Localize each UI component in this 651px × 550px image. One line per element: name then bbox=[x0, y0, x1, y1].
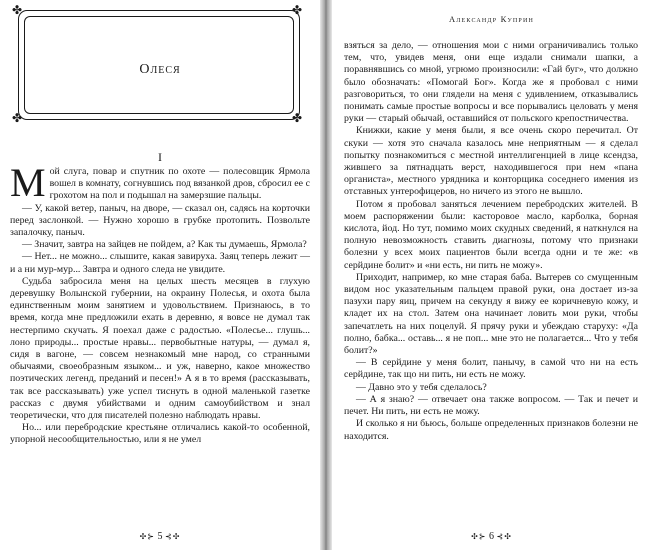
running-header: Александр Куприн bbox=[448, 14, 535, 24]
frame-corner-ornament-icon: ✤ bbox=[292, 3, 303, 17]
paragraph: Потом я пробовал заняться лечением перебродских жителей. В моем распоряжении были: касторовое масло, карболка, борная кислота, йод. Но тут, помимо моих скудных сведений, я наткнулся на полную невозможность ставить диагнозы, потому что признаки болезни у всех моих пациентов были всегда одни и те же: «в серйдине болит» и «ни есть, ни пить не можу». bbox=[344, 198, 638, 271]
frame-corner-ornament-icon: ✤ bbox=[12, 111, 23, 125]
folio-ornament-icon: ⊰✣ bbox=[496, 532, 512, 541]
page-number-left bbox=[0, 531, 320, 542]
frame-corner-ornament-icon: ✤ bbox=[12, 3, 23, 17]
page-number: 5 bbox=[157, 531, 163, 542]
chapter-number: I bbox=[158, 150, 162, 164]
left-page bbox=[0, 0, 320, 550]
paragraph: Книжки, какие у меня были, я все очень скоро перечитал. От скуки — хотя это сначала казалось мне неприятным — я сделал попытку познакомиться с местной интеллигенцией в лице ксендза, жившего за пятнадцать верст, находившегося при нем «пана органиста», местного урядника и конторщика соседнего имения из отставных унтерофицеров, но ничего из этого не вышло. bbox=[344, 125, 638, 198]
folio-ornament-icon: ✣⊱ bbox=[139, 532, 155, 541]
drop-cap: М bbox=[10, 160, 46, 205]
paragraph: — Нет... не можно... слышите, какая завируха. Заяц теперь лежит — и а ни мур-мур... Завтра и одного следа не увидите. bbox=[10, 251, 310, 275]
story-title: Олеся bbox=[139, 62, 181, 77]
right-body-text bbox=[344, 40, 638, 443]
paragraph: взяться за дело, — отношения мои с ними ограничивались только тем, что, увидев меня, они еще издали снимали шапки, а поравнявшись со мной, угрюмо произносили: «Гай буг», что должно было обозначать: «Помогай Бог». Когда же я пробовал с ними разговориться, то они глядели на меня с удивлением, отказывались понимать самые простые вопросы и все порывались целовать у меня руки — старый обычай, оставшийся от польского крепостничества. bbox=[344, 40, 638, 125]
folio-ornament-icon: ✣⊱ bbox=[471, 532, 487, 541]
paragraph: — У, какой ветер, паныч, на дворе, — сказал он, садясь на корточки перед заслонкой. — Нужно хорошо в грубке протопить. Позвольте запалочку, паныч. bbox=[10, 202, 310, 239]
paragraph: Судьба забросила меня на целых шесть месяцев в глухую деревушку Волынской губернии, на окраину Полесья, и охота была единственным моим занятием и удовольствием. Признаюсь, в то время, когда мне предложили ехать в деревню, я вовсе не думал так нестерпимо скучать. Я поехал даже с радостью. «Полесье... глушь... лоно природы... простые нравы... первобытные натуры, — думал я, сидя в вагоне, — совсем незнакомый мне народ, со странными обычаями, своеобразным языком... и уж, наверно, какое множество поэтических легенд, преданий и песен!» А я в то время (рассказывать, так все рассказывать) уже успел тиснуть в одной маленькой газетке рассказ с двумя убийствами и одним самоубийством и знал теоретически, что для писателей полезно наблюдать нравы. bbox=[10, 275, 310, 422]
folio-ornament-icon: ⊰✣ bbox=[165, 532, 181, 541]
paragraph: — Давно это у тебя сделалось? bbox=[356, 381, 487, 393]
page-number: 6 bbox=[489, 531, 494, 542]
book-gutter bbox=[320, 0, 332, 550]
paragraph: — Значит, завтра на зайцев не пойдем, а? Как ты думаешь, Ярмола? bbox=[22, 239, 307, 251]
paragraph: Приходит, например, ко мне старая баба. Вытерев со смущенным видом нос указательным пальцем правой руки, она достает из-за пазухи пару яиц, причем на секунду я вижу ее коричневую кожу, и кладет их на стол. Затем она начинает ловить мои руки, чтобы запечатлеть на них поцелуй. Я прячу руки и убеждаю старуху: «Да полно, бабка... оставь... я не поп... мне это не полагается... Что у тебя болит?» bbox=[344, 271, 638, 357]
paragraph: — В серйдине у меня болит, панычу, в самой что ни на есть серйдине, так що ни пить, ни есть не можу. bbox=[344, 357, 638, 381]
paragraph: Мой слуга, повар и спутник по охоте — полесовщик Ярмола вошел в комнату, согнувшись под вязанкой дров, сбросил ее с грохотом на пол и подышал на замерзшие пальцы. bbox=[10, 160, 310, 205]
paragraph: Но... или перебродские крестьяне отличались какой-то особенной, упорной несообщительностью, или я не умел bbox=[10, 422, 310, 446]
paragraph: И сколько я ни бьюсь, больше определенных признаков болезни не находится. bbox=[344, 418, 638, 442]
page-number-right bbox=[332, 531, 651, 542]
frame-corner-ornament-icon: ✤ bbox=[292, 111, 303, 125]
left-body-text bbox=[10, 160, 310, 447]
right-page bbox=[332, 0, 651, 550]
paragraph: — А я знаю? — отвечает она также вопросом. — Так и печет и печет. Ни пить, ни есть не можу. bbox=[344, 393, 638, 418]
